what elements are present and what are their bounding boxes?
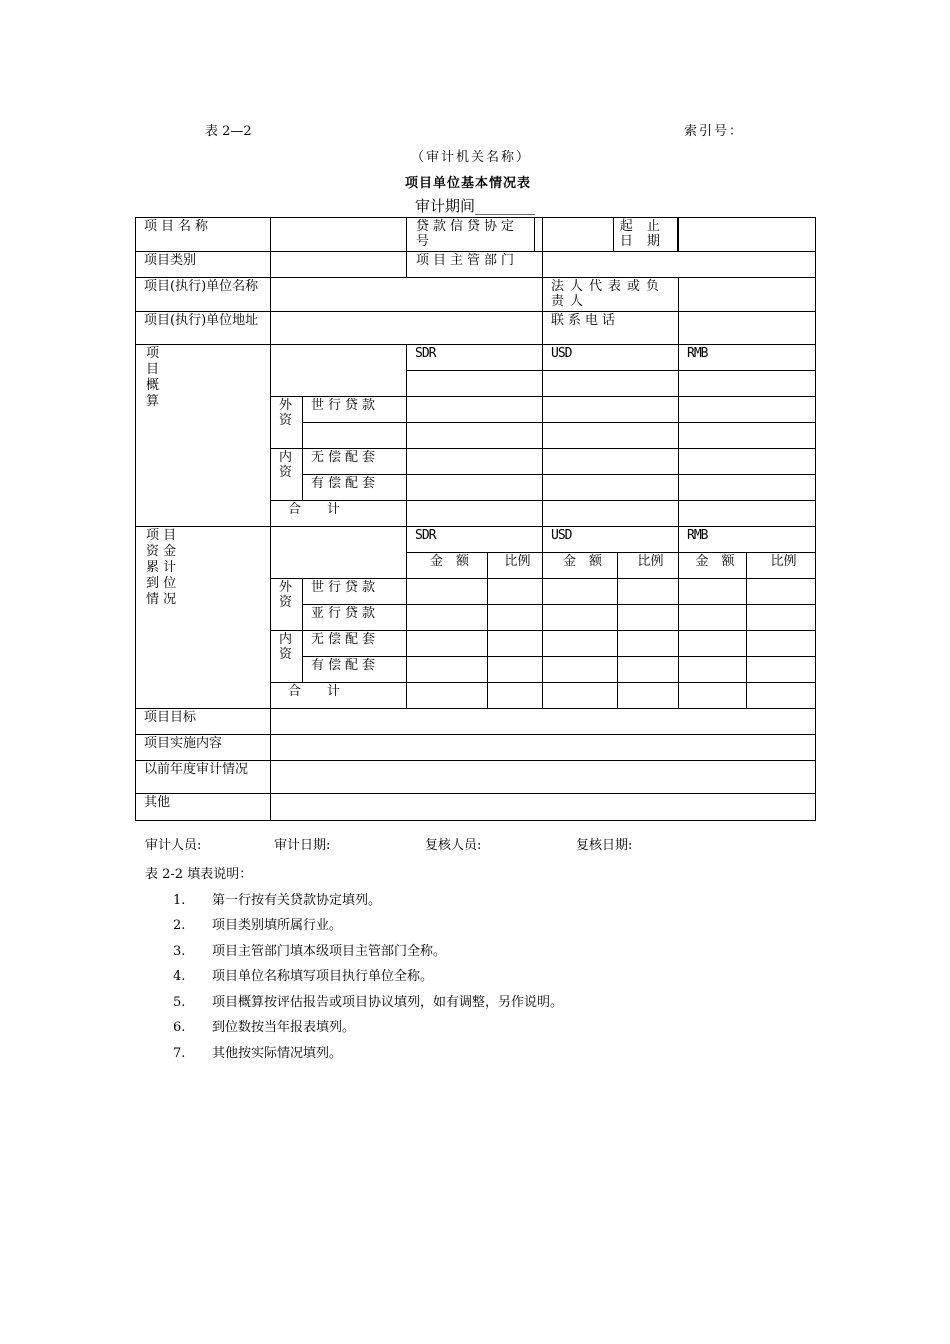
funds-rmb-ratio-header: 比例 (747, 553, 816, 579)
funds-cell[interactable] (679, 579, 747, 605)
start-end-date-label: 起止日期 (614, 218, 678, 251)
instruction-item: 1. 第一行按有关贷款协定填列。 (173, 892, 382, 908)
funds-cell[interactable] (679, 605, 747, 631)
unit-address-field[interactable] (271, 312, 543, 345)
supervising-dept-field[interactable] (543, 252, 816, 278)
budget-domestic-label: 内 资 (271, 449, 303, 501)
funds-cell[interactable] (679, 683, 747, 709)
budget-wb-loan-label: 世行贷款 (303, 397, 407, 423)
budget-foreign-sdr[interactable] (407, 423, 543, 449)
instruction-item: 5. 项目概算按评估报告或项目协议填列，如有调整，另作说明。 (173, 994, 564, 1010)
legal-rep-field[interactable] (679, 278, 816, 312)
unit-name-field[interactable] (271, 278, 543, 312)
phone-field[interactable] (679, 312, 816, 345)
budget-rmb-field[interactable] (679, 371, 816, 397)
budget-grant-rmb[interactable] (679, 449, 816, 475)
budget-wb-sdr[interactable] (407, 397, 543, 423)
budget-total-rmb[interactable] (679, 501, 816, 527)
funds-cell[interactable] (407, 605, 488, 631)
project-goal-field[interactable] (271, 709, 816, 735)
funds-total-label: 合 计 (271, 683, 407, 709)
budget-usd-field[interactable] (543, 371, 679, 397)
funds-wb-loan-label: 世行贷款 (303, 579, 407, 605)
other-field[interactable] (271, 794, 816, 821)
loan-agreement-field[interactable] (535, 218, 542, 251)
auditor-label: 审计人员: (145, 838, 202, 853)
budget-label: 项 目 概 算 (136, 345, 271, 527)
instruction-item: 7. 其他按实际情况填列。 (173, 1045, 343, 1061)
funds-foreign-label: 外 资 (271, 579, 303, 631)
funds-sdr-header: SDR (407, 527, 543, 553)
funds-rmb-header: RMB (679, 527, 816, 553)
budget-grant-usd[interactable] (543, 449, 679, 475)
page-title: 项目单位基本情况表 (405, 176, 532, 191)
audit-period: 审计期间________ (415, 197, 536, 215)
index-number-label: 索引号： (684, 124, 745, 139)
unit-address-label: 项目(执行)单位地址 (136, 312, 271, 345)
budget-sdr-field[interactable] (407, 371, 543, 397)
instruction-item: 4. 项目单位名称填写项目执行单位全称。 (173, 969, 434, 984)
funds-cell[interactable] (747, 657, 816, 683)
funds-cell[interactable] (618, 605, 679, 631)
budget-paid-usd[interactable] (543, 475, 679, 501)
prior-audit-label: 以前年度审计情况 (136, 761, 271, 794)
funds-cell[interactable] (407, 683, 488, 709)
funds-cell[interactable] (488, 605, 543, 631)
filling-instructions (145, 862, 563, 1066)
instruction-item: 3. 项目主管部门填本级项目主管部门全称。 (173, 943, 447, 959)
funds-cell[interactable] (488, 683, 543, 709)
funds-usd-header: USD (543, 527, 679, 553)
funds-cell[interactable] (747, 631, 816, 657)
unit-name-label: 项目(执行)单位名称 (136, 278, 271, 312)
basic-info-table (135, 217, 816, 821)
funds-cell[interactable] (543, 683, 618, 709)
project-category-label: 项目类别 (136, 252, 271, 278)
funds-cell[interactable] (747, 605, 816, 631)
budget-total-sdr[interactable] (407, 501, 543, 527)
prior-audit-field[interactable] (271, 761, 816, 794)
funds-cell[interactable] (407, 657, 488, 683)
date-range-cell (543, 218, 679, 252)
phone-label: 联系电话 (543, 312, 679, 345)
funds-cell[interactable] (679, 657, 747, 683)
budget-paid-match-label: 有偿配套 (303, 475, 407, 501)
funds-cell[interactable] (618, 657, 679, 683)
budget-foreign-rmb[interactable] (679, 423, 816, 449)
instruction-item: 2. 项目类别填所属行业。 (173, 918, 343, 933)
budget-paid-rmb[interactable] (679, 475, 816, 501)
budget-foreign-other[interactable] (303, 423, 407, 449)
funds-cell[interactable] (618, 683, 679, 709)
budget-wb-usd[interactable] (543, 397, 679, 423)
instructions-heading: 表 2-2 填表说明： (145, 867, 253, 882)
funds-cell[interactable] (543, 657, 618, 683)
funds-usd-amount-header: 金 额 (543, 553, 618, 579)
funds-cell[interactable] (488, 579, 543, 605)
funds-cell[interactable] (747, 579, 816, 605)
review-date-label: 复核日期: (576, 838, 633, 853)
audit-date-label: 审计日期: (274, 838, 331, 853)
funds-cell[interactable] (543, 579, 618, 605)
budget-foreign-usd[interactable] (543, 423, 679, 449)
funds-cell[interactable] (407, 579, 488, 605)
supervising-dept-label: 项目主管部门 (407, 252, 543, 278)
budget-paid-sdr[interactable] (407, 475, 543, 501)
project-name-label: 项目名称 (136, 218, 271, 252)
funds-cell[interactable] (488, 657, 543, 683)
funds-sdr-amount-header: 金 额 (407, 553, 488, 579)
instruction-item: 6. 到位数按当年报表填列。 (173, 1020, 356, 1035)
reviewer-label: 复核人员: (425, 838, 482, 853)
budget-rmb-header: RMB (679, 345, 816, 371)
funds-grant-match-label: 无偿配套 (303, 631, 407, 657)
start-end-date-extra[interactable] (679, 218, 816, 252)
other-label: 其他 (136, 794, 271, 821)
budget-sdr-header: SDR (407, 345, 543, 371)
funds-cell[interactable] (543, 631, 618, 657)
funds-cell[interactable] (618, 579, 679, 605)
budget-total-usd[interactable] (543, 501, 679, 527)
budget-wb-rmb[interactable] (679, 397, 816, 423)
budget-blank (271, 345, 407, 397)
budget-usd-header: USD (543, 345, 679, 371)
funds-cell[interactable] (488, 631, 543, 657)
funds-paid-match-label: 有偿配套 (303, 657, 407, 683)
funds-adb-loan-label: 亚行贷款 (303, 605, 407, 631)
funds-blank (271, 527, 407, 579)
project-name-field[interactable] (271, 218, 407, 252)
audit-agency-name: （审计机关名称） (411, 150, 532, 165)
budget-grant-match-label: 无偿配套 (303, 449, 407, 475)
funds-rmb-amount-header: 金 额 (679, 553, 747, 579)
funds-cell[interactable] (407, 631, 488, 657)
table-number: 表 2—2 (205, 124, 252, 139)
project-content-label: 项目实施内容 (136, 735, 271, 761)
funds-label: 项 目 资 金 累 计 到 位 情 况 (136, 527, 271, 709)
project-category-field[interactable] (271, 252, 407, 278)
funds-usd-ratio-header: 比例 (618, 553, 679, 579)
funds-cell[interactable] (679, 631, 747, 657)
legal-rep-label: 法人代表或负责人 (543, 278, 679, 312)
funds-domestic-label: 内 资 (271, 631, 303, 683)
project-goal-label: 项目目标 (136, 709, 271, 735)
budget-foreign-label: 外 资 (271, 397, 303, 449)
funds-cell[interactable] (747, 683, 816, 709)
funds-cell[interactable] (543, 605, 618, 631)
funds-sdr-ratio-header: 比例 (488, 553, 543, 579)
budget-total-label: 合 计 (271, 501, 407, 527)
funds-cell[interactable] (618, 631, 679, 657)
project-content-field[interactable] (271, 735, 816, 761)
loan-agreement-label: 贷款信贷协定号 (407, 218, 535, 251)
loan-agreement-cell (407, 218, 543, 252)
budget-grant-sdr[interactable] (407, 449, 543, 475)
